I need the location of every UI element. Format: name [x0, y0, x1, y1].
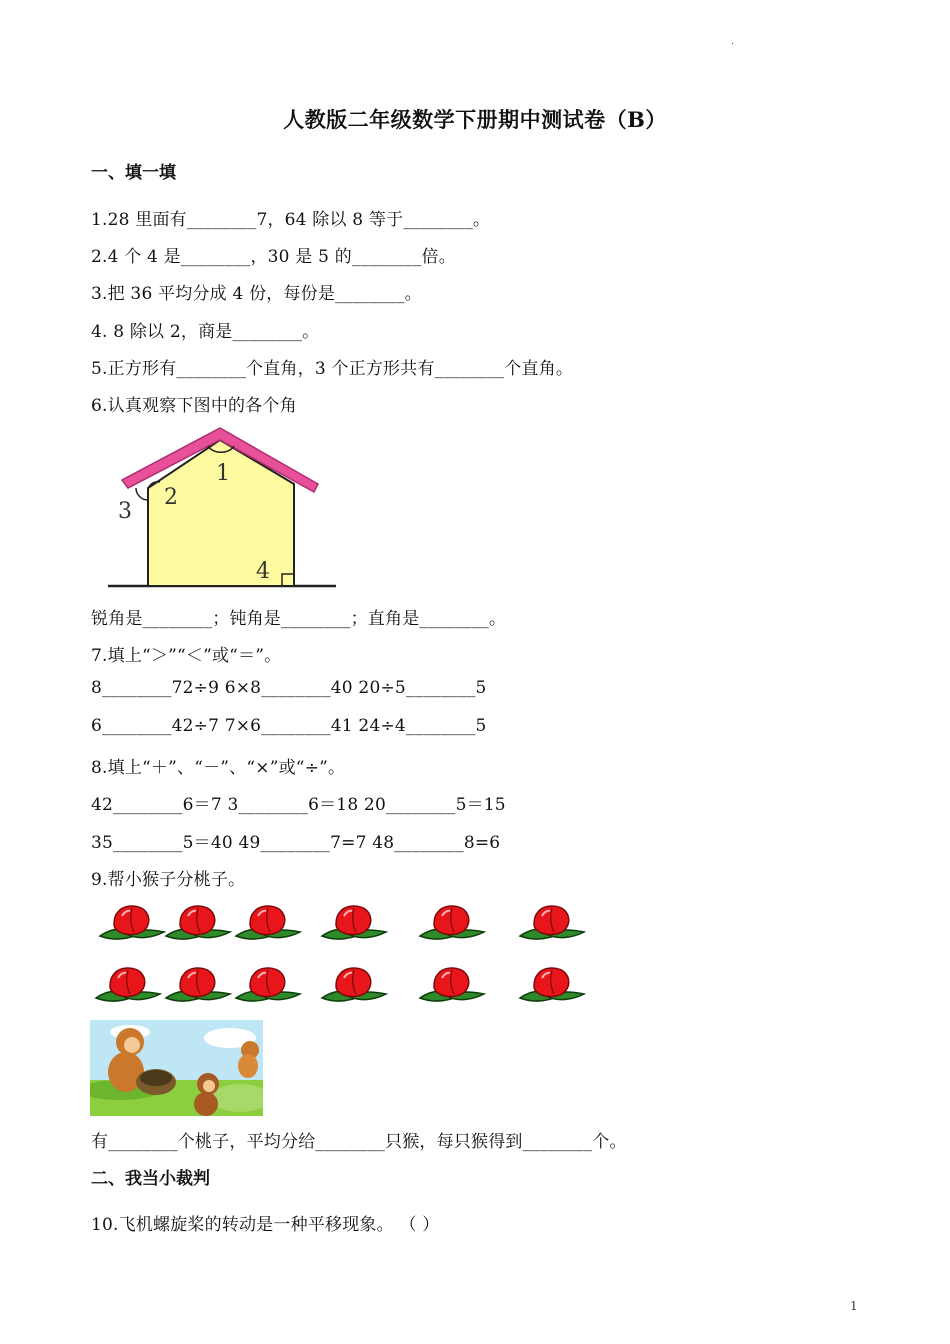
question-6: 6.认真观察下图中的各个角: [91, 396, 297, 416]
peach-icon: [232, 902, 302, 946]
angle-label-2: 2: [164, 485, 178, 510]
peach-icon: [516, 964, 586, 1008]
question-5: 5.正方形有________个直角，3 个正方形共有________个直角。: [91, 359, 574, 379]
question-7: 7.填上“＞”“＜”或“＝”。: [91, 646, 282, 666]
question-8-row-2: 35________5＝40 49________7=7 48________8=6: [91, 833, 501, 853]
peach-icon: [318, 902, 388, 946]
monkeys-picture: [90, 1020, 263, 1116]
page-number: 1: [850, 1299, 858, 1313]
question-10: 10.飞机螺旋桨的转动是一种平移现象。 （ ）: [91, 1215, 440, 1235]
peach-icon: [232, 964, 302, 1008]
question-6-answer: 锐角是________；钝角是________；直角是________。: [91, 609, 507, 629]
section-heading-1: 一、填一填: [91, 163, 176, 183]
peach-icon: [96, 902, 166, 946]
question-9: 9.帮小猴子分桃子。: [91, 870, 246, 890]
peach-icon: [318, 964, 388, 1008]
angle-label-4: 4: [256, 559, 270, 584]
peach-icon: [516, 902, 586, 946]
question-9-answer: 有________个桃子，平均分给________只猴，每只猴得到________个。: [91, 1132, 627, 1152]
peach-icon: [162, 964, 232, 1008]
question-7-row-2: 6________42÷7 7×6________41 24÷4________5: [91, 716, 487, 736]
house-angle-figure: [108, 426, 338, 592]
peach-icon: [416, 964, 486, 1008]
peach-icon: [416, 902, 486, 946]
header-dot: .: [731, 36, 735, 47]
question-3: 3.把 36 平均分成 4 份，每份是________。: [91, 284, 422, 304]
angle-label-1: 1: [216, 461, 230, 486]
question-8: 8.填上“＋”、“－”、“×”或“÷”。: [91, 758, 346, 778]
question-4: 4. 8 除以 2，商是________。: [91, 322, 320, 342]
page-title: 人教版二年级数学下册期中测试卷（B）: [283, 107, 667, 132]
question-2: 2.4 个 4 是________，30 是 5 的________倍。: [91, 247, 456, 267]
angle-label-3: 3: [118, 499, 132, 524]
question-1: 1.28 里面有________7，64 除以 8 等于________。: [91, 210, 491, 230]
question-7-row-1: 8________72÷9 6×8________40 20÷5________5: [91, 678, 487, 698]
question-8-row-1: 42________6＝7 3________6＝18 20________5＝15: [91, 795, 506, 815]
peach-icon: [92, 964, 162, 1008]
peach-icon: [162, 902, 232, 946]
section-heading-2: 二、我当小裁判: [91, 1169, 210, 1189]
angle-3-arc: [136, 488, 148, 500]
